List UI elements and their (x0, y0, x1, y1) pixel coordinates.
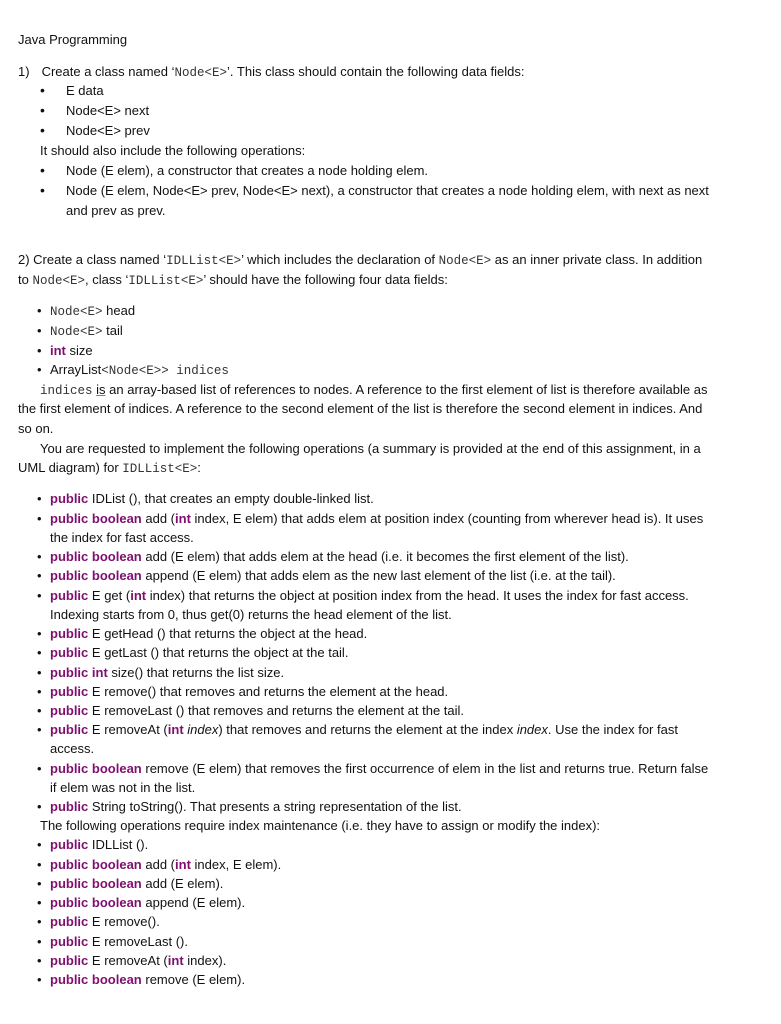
indices-description-line1: indices is an array-based list of references to nodes. A reference to the first element of list is therefore available as (40, 382, 708, 398)
q2-field-item: • Node<E> tail (50, 321, 123, 342)
q1-intro: 1) Create a class named ‘Node<E>’. This class should contain the following data fields: (18, 64, 525, 80)
is-link: is (96, 382, 106, 397)
maintenance-item: • public boolean add (E elem). (50, 874, 223, 893)
operation-item: • public E remove() that removes and returns the element at the head. (50, 682, 448, 701)
operation-item: • public E removeLast () that removes and returns the element at the tail. (50, 701, 464, 720)
operation-item: • public int size() that returns the list size. (50, 663, 284, 682)
maintenance-item: • public IDLList (). (50, 835, 148, 854)
operation-item: • public boolean add (int index, E elem) that adds elem at position index (counting from wherever head is). It uses (50, 509, 703, 528)
maintenance-item: • public boolean append (E elem). (50, 893, 245, 912)
operation-item-cont: the index for fast access. (50, 530, 194, 545)
q2-intro-line1: 2) Create a class named ‘IDLList<E>’ which includes the declaration of Node<E> as an inner private class. In addition (18, 252, 703, 268)
maintenance-item: • public E removeAt (int index). (50, 951, 226, 970)
q1-ops-intro: It should also include the following operations: (40, 143, 306, 158)
q2-field-item: • ArrayList<Node<E>> indices (50, 360, 229, 381)
operation-item: • public E getLast () that returns the object at the tail. (50, 643, 348, 662)
indices-description-line2: the first element of indices. A reference to the second element of the list is therefore the second element in indices. And (18, 401, 703, 416)
requirements-line2: UML diagram) for IDLList<E>: (18, 460, 201, 476)
operation-item: • public E get (int index) that returns the object at position index from the head. It uses the index for fast access. (50, 586, 689, 605)
operation-item-cont: if elem was not in the list. (50, 780, 196, 795)
index-maintenance-intro: The following operations require index maintenance (i.e. they have to assign or modify the index): (40, 818, 601, 833)
maintenance-item: • public E removeLast (). (50, 932, 188, 951)
q2-intro-line2: to Node<E>, class ‘IDLList<E>’ should have the following four data fields: (18, 272, 448, 288)
requirements-line1: You are requested to implement the following operations (a summary is provided at the end of this assignment, in a (40, 441, 701, 456)
operation-item-cont: access. (50, 741, 95, 756)
maintenance-item: • public boolean add (int index, E elem). (50, 855, 281, 874)
operation-item: • public String toString(). That presents a string representation of the list. (50, 797, 462, 816)
q1-op-item: • Node (E elem), a constructor that creates a node holding elem. (66, 161, 428, 180)
operation-item: • public IDList (), that creates an empty double-linked list. (50, 489, 374, 508)
operation-item: • public boolean remove (E elem) that removes the first occurrence of elem in the list and returns true. Return false (50, 759, 708, 778)
document-title: Java Programming (18, 32, 128, 47)
indices-description-line3: so on. (18, 421, 54, 436)
maintenance-item: • public E remove(). (50, 912, 160, 931)
q2-field-item: • Node<E> head (50, 301, 135, 322)
q1-op-item: • Node (E elem, Node<E> prev, Node<E> next), a constructor that creates a node holding elem, with next as next (66, 181, 709, 200)
operation-item: • public E getHead () that returns the object at the head. (50, 624, 367, 643)
q1-field-item: • Node<E> next (66, 101, 149, 120)
q1-field-item: • E data (66, 81, 104, 100)
q1-op-item-cont: and prev as prev. (66, 203, 166, 218)
q1-field-item: • Node<E> prev (66, 121, 150, 140)
operation-item: • public E removeAt (int index) that removes and returns the element at the index index. Use the index for fast (50, 720, 678, 739)
operation-item: • public boolean add (E elem) that adds elem at the head (i.e. it becomes the first element of the list). (50, 547, 629, 566)
maintenance-item: • public boolean remove (E elem). (50, 970, 245, 989)
q2-field-item: • int size (50, 341, 93, 360)
q1-number: 1) (18, 64, 30, 79)
operation-item: • public boolean append (E elem) that adds elem as the new last element of the list (i.e. at the tail). (50, 566, 616, 585)
operation-item-cont: Indexing starts from 0, thus get(0) returns the head element of the list. (50, 607, 452, 622)
